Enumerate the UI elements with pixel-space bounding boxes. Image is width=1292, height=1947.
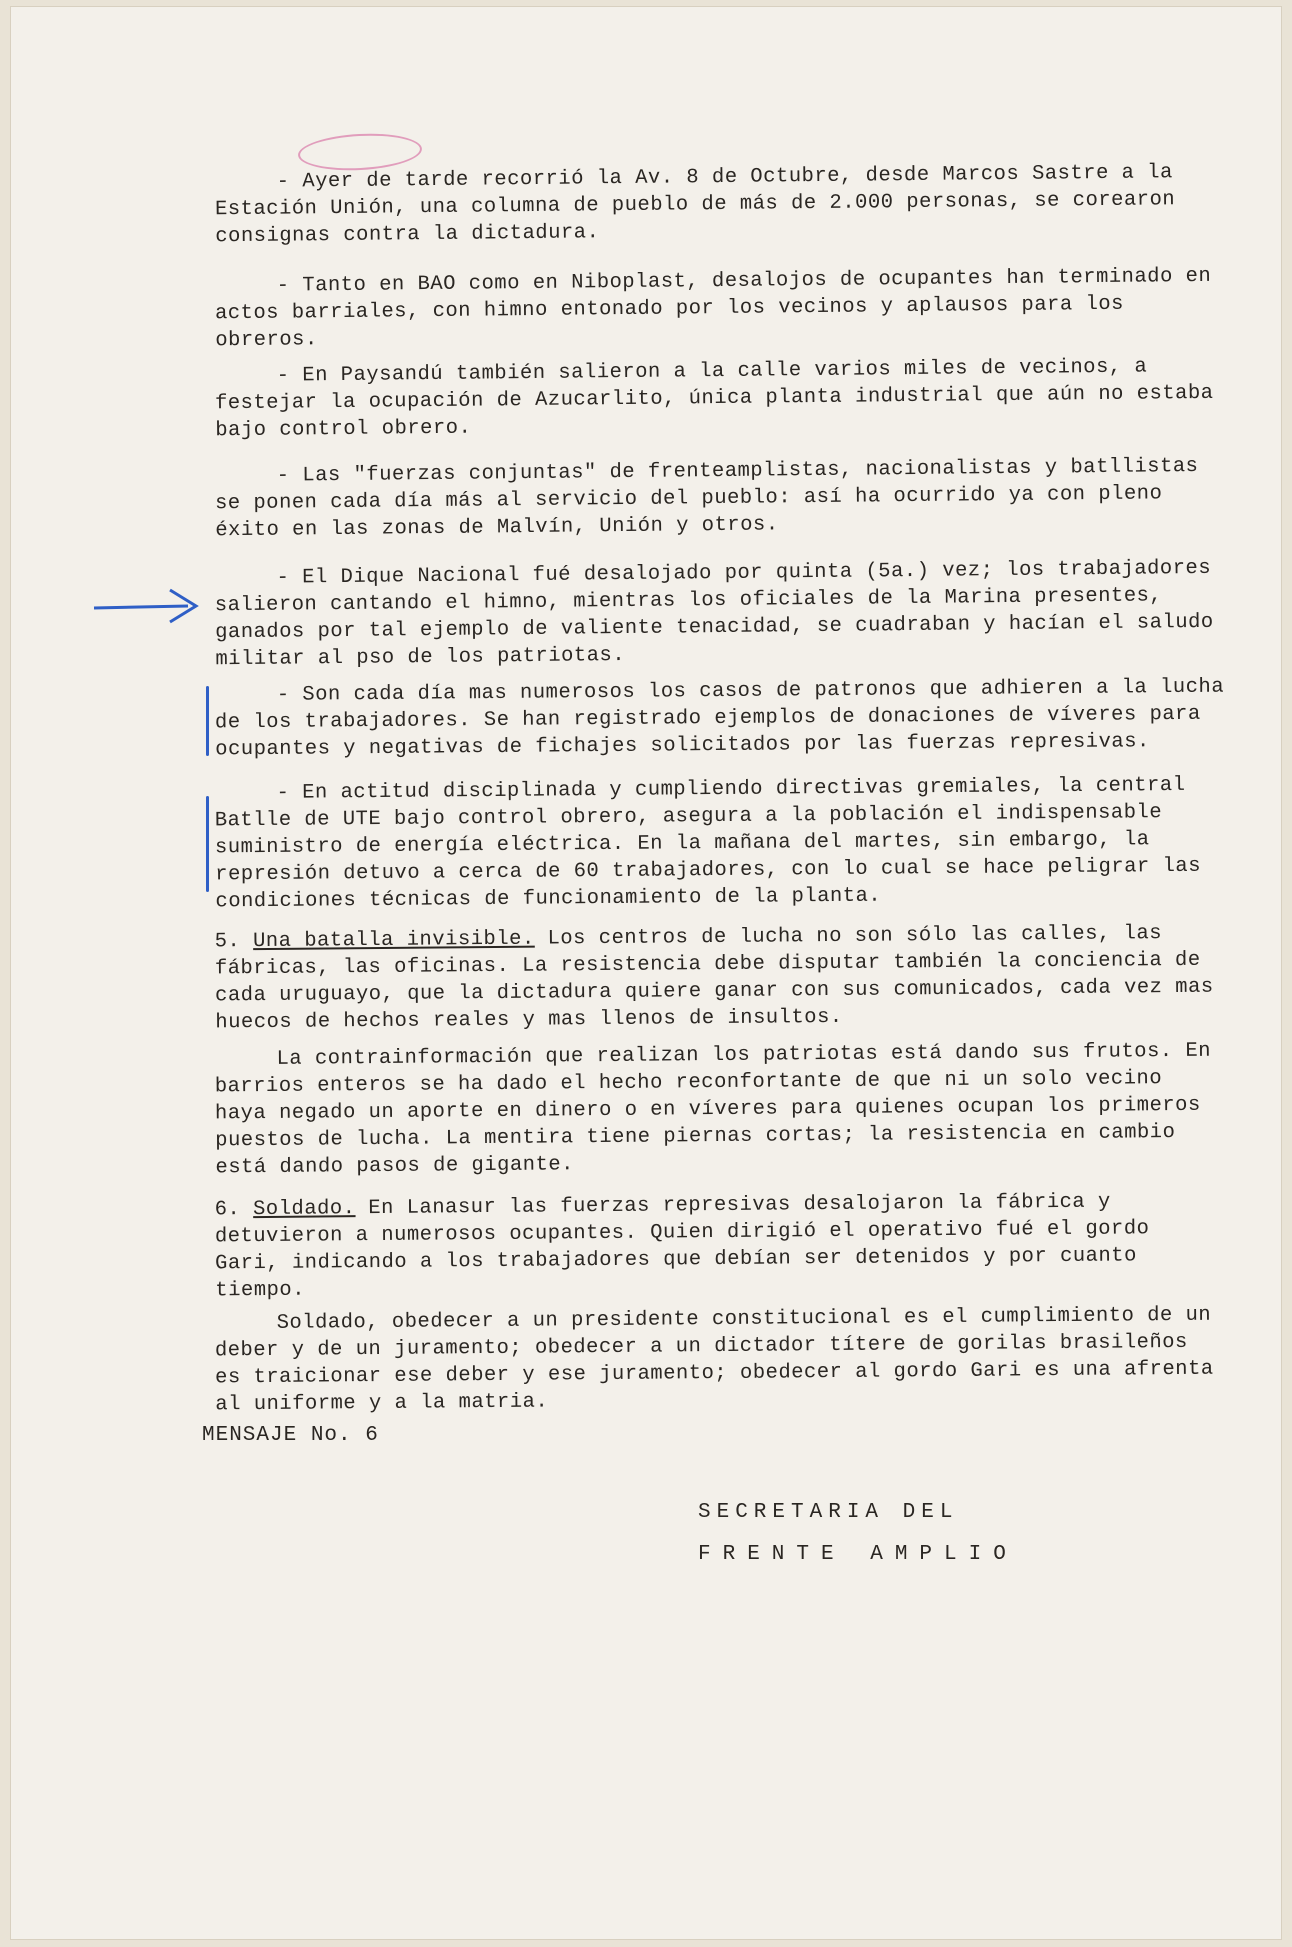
signature-line-1: SECRETARIA DEL [698, 1501, 959, 1524]
paragraph-ute: - En actitud disciplinada y cumpliendo directivas gremiales, la central Batlle de UTE bajo control obrero, asegura a la población el indispensable suministro de energía eléctrica. En la mañana del martes, sin embargo, la represión detuvo a cerca de 60 trabajadores, con lo cual se hace peligrar las condiciones técnicas de funcionamiento de la planta. [214, 773, 1202, 914]
blue-arrow-icon [92, 586, 207, 626]
blue-margin-mark [206, 686, 209, 756]
paragraph-march: - Ayer de tarde recorrió la Av. 8 de Octubre, desde Marcos Sastre a la Estación Unión, una columna de pueblo de más de 2.000 personas, se corearon consignas contra la dictadura. [214, 161, 1176, 249]
signature-line-2: FRENTE AMPLIO [698, 1543, 1018, 1566]
blue-margin-mark-2 [206, 796, 209, 892]
paragraph-patronos: - Son cada día mas numerosos los casos de patronos que adhieren a la lucha de los trabajadores. Se han registrado ejemplos de donaciones de víveres para ocupantes y negativas de fichajes solicitados por las fuerzas represivas. [214, 675, 1225, 762]
mensaje-number: MENSAJE No. 6 [202, 1424, 379, 1447]
paragraph-paysandu: - En Paysandú también salieron a la calle varios miles de vecinos, a festejar la ocupación de Azucarlito, única planta industrial que aún no estaba bajo control obrero. [214, 355, 1214, 443]
document-page [10, 6, 1282, 1940]
section-soldado: 6. Soldado. En Lanasur las fuerzas represivas desalojaron la fábrica y detuvieron a numerosos ocupantes. Quien dirigió el operativo fué el gordo Gari, indicando a los trabajadores que debían ser detenidos y por cuanto tiempo. [214, 1190, 1150, 1303]
paragraph-dique-nacional: - El Dique Nacional fué desalojado por quinta (5a.) vez; los trabajadores salieron cantando el himno, mientras los oficiales de la Marina presentes, ganados por tal ejemplo de valiente tenacidad, se cuadraban y hacían el saludo militar al pso de los patriotas. [214, 556, 1214, 672]
paragraph-fuerzas-conjuntas: - Las "fuerzas conjuntas" de frenteamplistas, nacionalistas y batllistas se ponen cada día más al servicio del pueblo: así ha ocurrido ya con pleno éxito en las zonas de Malvín, Unión y otros. [214, 454, 1199, 543]
paragraph-soldado-deber: Soldado, obedecer a un presidente constitucional es el cumplimiento de un deber y de un juramento; obedecer a un dictador títere de gorilas brasileños es traicionar ese deber y ese juramento; obedecer al gordo Gari es una afrenta al uniforme y a la matria. [214, 1303, 1214, 1417]
section-batalla-invisible: 5. Una batalla invisible. Los centros de lucha no son sólo las calles, las fábricas, las oficinas. La resistencia debe disputar también la conciencia de cada uruguayo, que la dictadura quiere ganar con sus comunicados, cada vez mas huecos de hechos reales y mas llenos de insultos. [214, 922, 1214, 1035]
paragraph-bao-niboplast: - Tanto en BAO como en Niboplast, desalojos de ocupantes han terminado en actos barriales, con himno entonado por los vecinos y aplausos para los obreros. [214, 264, 1212, 353]
paragraph-contrainformacion: La contrainformación que realizan los patriotas está dando sus frutos. En barrios enteros se ha dado el hecho reconfortante de que ni un solo vecino haya negado un aporte en dinero o en víveres para quienes ocupan los primeros puestos de lucha. La mentira tiene piernas cortas; la resistencia en cambio está dando pasos de gigante. [214, 1039, 1212, 1180]
